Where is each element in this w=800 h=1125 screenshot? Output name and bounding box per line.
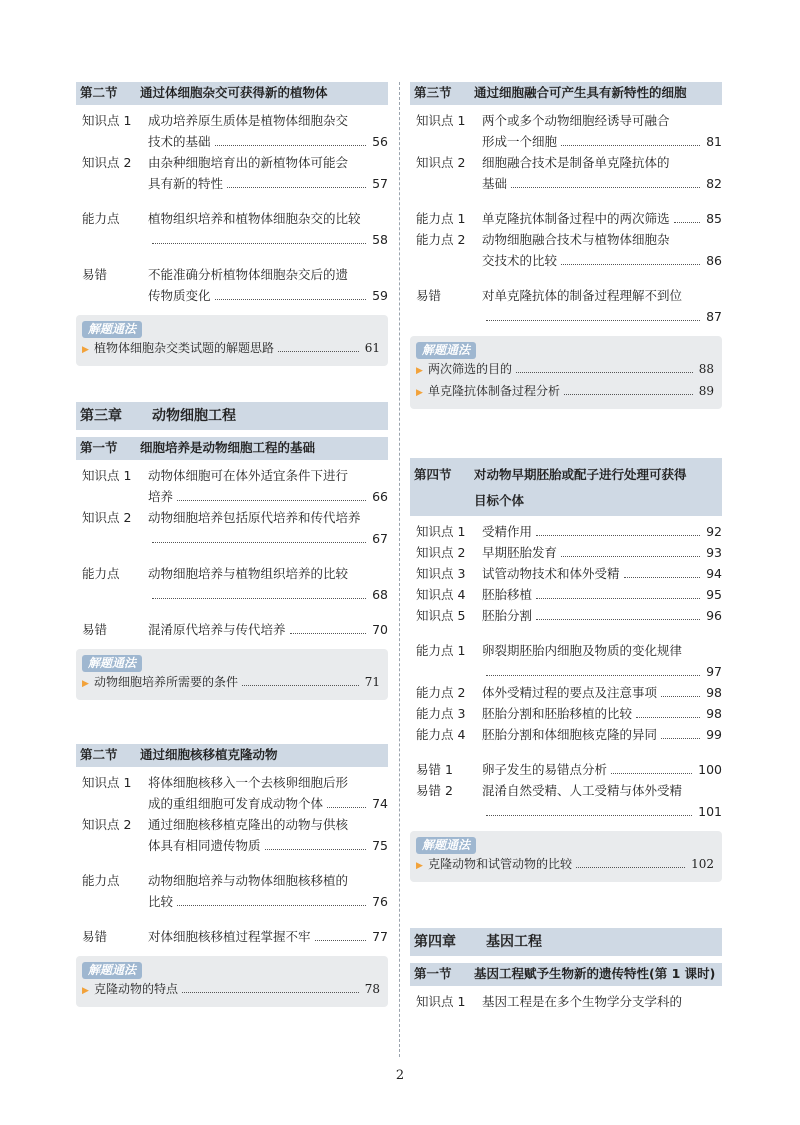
toc-entry[interactable] xyxy=(76,507,388,549)
entry-text: 动物体细胞可在体外适宜条件下进行 xyxy=(148,468,349,483)
toc-entry[interactable] xyxy=(410,152,722,194)
entry-text: 胚胎分割和胚胎移植的比较 xyxy=(482,706,633,721)
entry-page: 97 xyxy=(706,664,722,679)
entry-page: 57 xyxy=(372,176,388,191)
entry-page: 70 xyxy=(372,622,388,637)
toc-entry[interactable] xyxy=(410,542,722,563)
entry-label: 知识点 2 xyxy=(416,545,466,560)
entry-page: 95 xyxy=(706,587,722,602)
entry-page: 86 xyxy=(706,253,722,268)
column-divider xyxy=(399,82,400,1057)
entry-label: 知识点 2 xyxy=(82,155,132,170)
entry-label: 易错 xyxy=(82,267,108,282)
entry-text: 单克隆抗体制备过程中的两次筛选 xyxy=(482,211,670,226)
entry-page: 101 xyxy=(698,804,722,819)
entry-text: 卵子发生的易错点分析 xyxy=(482,762,608,777)
triangle-right-icon: ▶ xyxy=(82,345,89,355)
method-text: 两次筛选的目的 xyxy=(428,362,513,376)
entry-text: 形成一个细胞 xyxy=(482,134,558,149)
entry-page: 98 xyxy=(706,685,722,700)
method-item[interactable] xyxy=(416,854,714,876)
entry-page: 56 xyxy=(372,134,388,149)
entry-text: 交技术的比较 xyxy=(482,253,558,268)
dot-leader xyxy=(661,696,700,697)
entry-page: 66 xyxy=(372,489,388,504)
entry-text: 两个或多个动物细胞经诱导可融合 xyxy=(482,113,670,128)
dot-leader xyxy=(278,351,359,352)
dot-leader xyxy=(152,243,366,244)
method-item[interactable] xyxy=(416,359,714,381)
toc-left-column xyxy=(76,82,388,1007)
toc-entry[interactable] xyxy=(410,285,722,327)
page-number: 2 xyxy=(395,1068,405,1083)
dot-leader xyxy=(327,807,366,808)
toc-entry[interactable] xyxy=(76,619,388,640)
entry-label: 能力点 xyxy=(82,211,120,226)
entry-page: 94 xyxy=(706,566,722,581)
toc-entry[interactable] xyxy=(410,229,722,271)
entry-page: 76 xyxy=(372,894,388,909)
dot-leader xyxy=(215,299,367,300)
entry-text: 动物细胞培养与植物组织培养的比较 xyxy=(148,566,349,581)
toc-entry[interactable] xyxy=(410,682,722,703)
section-title: 通过细胞核移植克隆动物 xyxy=(140,747,278,762)
entry-text: 卵裂期胚胎内细胞及物质的变化规律 xyxy=(482,643,683,658)
dot-leader xyxy=(561,145,700,146)
entry-label: 知识点 1 xyxy=(82,113,132,128)
dot-leader xyxy=(242,685,359,686)
method-item[interactable] xyxy=(416,381,714,403)
entry-text: 混淆自然受精、人工受精与体外受精 xyxy=(482,783,683,798)
entry-page: 96 xyxy=(706,608,722,623)
method-page: 71 xyxy=(364,675,380,689)
section-entries xyxy=(410,105,722,327)
entry-page: 75 xyxy=(372,838,388,853)
section-head-2-2 xyxy=(76,82,388,105)
entry-text: 试管动物技术和体外受精 xyxy=(482,566,620,581)
entry-text: 成的重组细胞可发育成动物个体 xyxy=(148,796,324,811)
chapter-number: 第四章 xyxy=(414,934,456,950)
dot-leader xyxy=(661,738,700,739)
entry-label: 知识点 2 xyxy=(82,510,132,525)
method-text: 单克隆抗体制备过程分析 xyxy=(428,384,561,398)
entry-text: 具有新的特性 xyxy=(148,176,224,191)
entry-text: 技术的基础 xyxy=(148,134,211,149)
section-entries xyxy=(76,767,388,947)
triangle-right-icon: ▶ xyxy=(416,861,423,871)
dot-leader xyxy=(611,773,692,774)
dot-leader xyxy=(315,940,367,941)
chapter-title: 基因工程 xyxy=(486,934,542,950)
dot-leader xyxy=(265,849,367,850)
method-page: 89 xyxy=(698,384,714,398)
method-page: 61 xyxy=(364,341,380,355)
toc-entry[interactable] xyxy=(76,870,388,912)
method-text: 克隆动物和试管动物的比较 xyxy=(428,857,573,871)
triangle-right-icon: ▶ xyxy=(82,986,89,996)
entry-text: 基因工程是在多个生物学分支学科的 xyxy=(482,994,683,1009)
section-number: 第二节 xyxy=(80,747,118,762)
entry-text: 传物质变化 xyxy=(148,288,211,303)
section-head-3-3 xyxy=(410,82,722,105)
dot-leader xyxy=(486,675,700,676)
method-item[interactable] xyxy=(82,338,380,360)
dot-leader xyxy=(561,556,700,557)
section-head-3-1 xyxy=(76,437,388,460)
entry-text: 比较 xyxy=(148,894,174,909)
dot-leader xyxy=(636,717,700,718)
section-title: 目标个体 xyxy=(474,493,525,508)
method-tag: 解题通法 xyxy=(416,342,476,359)
dot-leader xyxy=(182,992,359,993)
dot-leader xyxy=(486,815,692,816)
toc-entry[interactable] xyxy=(410,521,722,542)
section-entries xyxy=(76,460,388,640)
entry-text: 动物细胞融合技术与植物体细胞杂 xyxy=(482,232,670,247)
section-title: 对动物早期胚胎或配子进行处理可获得 xyxy=(474,467,687,482)
entry-page: 81 xyxy=(706,134,722,149)
entry-text: 胚胎分割 xyxy=(482,608,533,623)
dot-leader xyxy=(674,222,701,223)
entry-label: 知识点 1 xyxy=(82,775,132,790)
section-number: 第一节 xyxy=(414,966,452,981)
dot-leader xyxy=(536,619,700,620)
entry-label: 知识点 3 xyxy=(416,566,466,581)
entry-page: 93 xyxy=(706,545,722,560)
dot-leader xyxy=(152,542,366,543)
method-page: 88 xyxy=(698,362,714,376)
dot-leader xyxy=(536,535,700,536)
entry-label: 知识点 2 xyxy=(416,155,466,170)
dot-leader xyxy=(516,372,693,373)
toc-entry[interactable] xyxy=(410,759,722,780)
toc-entry[interactable] xyxy=(76,152,388,194)
method-tag: 解题通法 xyxy=(82,321,142,338)
toc-entry[interactable] xyxy=(76,563,388,605)
entry-label: 能力点 3 xyxy=(416,706,466,721)
entry-label: 知识点 2 xyxy=(82,817,132,832)
toc-entry[interactable] xyxy=(410,640,722,682)
method-box xyxy=(76,315,388,366)
entry-text: 植物组织培养和植物体细胞杂交的比较 xyxy=(148,211,361,226)
entry-text: 培养 xyxy=(148,489,174,504)
method-item[interactable] xyxy=(82,979,380,1001)
dot-leader xyxy=(564,394,693,395)
toc-entry[interactable] xyxy=(410,724,722,745)
toc-entry[interactable] xyxy=(410,563,722,584)
chapter-number: 第三章 xyxy=(80,408,122,424)
dot-leader xyxy=(215,145,367,146)
section-head-3-4 xyxy=(410,458,722,516)
section-title: 通过细胞融合可产生具有新特性的细胞 xyxy=(474,85,687,100)
dot-leader xyxy=(177,905,366,906)
section-head-3-2 xyxy=(76,744,388,767)
entry-page: 85 xyxy=(706,211,722,226)
entry-text: 基础 xyxy=(482,176,508,191)
method-tag: 解题通法 xyxy=(416,837,476,854)
section-title: 细胞培养是动物细胞工程的基础 xyxy=(140,440,316,455)
entry-label: 能力点 2 xyxy=(416,232,466,247)
method-box xyxy=(76,956,388,1007)
dot-leader xyxy=(576,867,685,868)
method-tag: 解题通法 xyxy=(82,962,142,979)
entry-page: 68 xyxy=(372,587,388,602)
entry-text: 动物细胞培养包括原代培养和传代培养 xyxy=(148,510,361,525)
dot-leader xyxy=(486,320,700,321)
method-box xyxy=(410,336,722,409)
toc-entry[interactable] xyxy=(76,814,388,856)
method-page: 78 xyxy=(364,982,380,996)
entry-label: 知识点 1 xyxy=(416,113,466,128)
section-number: 第三节 xyxy=(414,85,452,100)
method-text: 克隆动物的特点 xyxy=(94,982,179,996)
triangle-right-icon: ▶ xyxy=(416,388,423,398)
entry-text: 由杂种细胞培育出的新植物体可能会 xyxy=(148,155,349,170)
entry-label: 易错 2 xyxy=(416,783,453,798)
toc-entry[interactable] xyxy=(76,208,388,250)
toc-entry[interactable] xyxy=(410,703,722,724)
entry-page: 58 xyxy=(372,232,388,247)
entry-text: 通过细胞核移植克隆出的动物与供核 xyxy=(148,817,349,832)
entry-text: 对单克隆抗体的制备过程理解不到位 xyxy=(482,288,683,303)
dot-leader xyxy=(561,264,700,265)
entry-label: 能力点 1 xyxy=(416,211,466,226)
entry-text: 成功培养原生质体是植物体细胞杂交 xyxy=(148,113,349,128)
entry-text: 体外受精过程的要点及注意事项 xyxy=(482,685,658,700)
method-text: 植物体细胞杂交类试题的解题思路 xyxy=(94,341,275,355)
entry-label: 能力点 2 xyxy=(416,685,466,700)
entry-label: 知识点 1 xyxy=(416,994,466,1009)
chapter-head-4 xyxy=(410,928,722,956)
section-entries xyxy=(410,516,722,822)
dot-leader xyxy=(177,500,366,501)
entry-page: 92 xyxy=(706,524,722,539)
entry-text: 体具有相同遗传物质 xyxy=(148,838,261,853)
toc-entry[interactable] xyxy=(76,110,388,152)
toc-entry[interactable] xyxy=(76,772,388,814)
entry-label: 易错 1 xyxy=(416,762,453,777)
toc-entry[interactable] xyxy=(410,208,722,229)
triangle-right-icon: ▶ xyxy=(82,679,89,689)
dot-leader xyxy=(624,577,701,578)
entry-label: 易错 xyxy=(82,622,108,637)
entry-page: 59 xyxy=(372,288,388,303)
dot-leader xyxy=(227,187,366,188)
entry-text: 细胞融合技术是制备单克隆抗体的 xyxy=(482,155,670,170)
section-title: 通过体细胞杂交可获得新的植物体 xyxy=(140,85,328,100)
entry-text: 动物细胞培养与动物体细胞核移植的 xyxy=(148,873,349,888)
entry-page: 100 xyxy=(698,762,722,777)
entry-page: 99 xyxy=(706,727,722,742)
method-box xyxy=(76,649,388,700)
section-title: 基因工程赋予生物新的遗传特性(第 1 课时) xyxy=(474,966,716,981)
toc-entry[interactable] xyxy=(76,465,388,507)
method-tag: 解题通法 xyxy=(82,655,142,672)
section-number: 第一节 xyxy=(80,440,118,455)
entry-text: 胚胎移植 xyxy=(482,587,533,602)
entry-page: 87 xyxy=(706,309,722,324)
entry-page: 74 xyxy=(372,796,388,811)
entry-page: 82 xyxy=(706,176,722,191)
entry-page: 77 xyxy=(372,929,388,944)
entry-text: 受精作用 xyxy=(482,524,533,539)
chapter-title: 动物细胞工程 xyxy=(152,408,236,424)
method-text: 动物细胞培养所需要的条件 xyxy=(94,675,239,689)
method-page: 102 xyxy=(691,857,714,871)
entry-text: 胚胎分割和体细胞核克隆的异同 xyxy=(482,727,658,742)
entry-text: 不能准确分析植物体细胞杂交后的遗 xyxy=(148,267,349,282)
section-entries xyxy=(410,986,722,1012)
entry-page: 67 xyxy=(372,531,388,546)
entry-text: 将体细胞核移入一个去核卵细胞后形 xyxy=(148,775,349,790)
entry-page: 98 xyxy=(706,706,722,721)
toc-entry[interactable] xyxy=(410,110,722,152)
toc-entry[interactable] xyxy=(410,991,722,1012)
entry-label: 能力点 xyxy=(82,873,120,888)
toc-entry[interactable] xyxy=(410,584,722,605)
method-box xyxy=(410,831,722,882)
entry-label: 知识点 1 xyxy=(416,524,466,539)
entry-label: 知识点 5 xyxy=(416,608,466,623)
entry-label: 知识点 4 xyxy=(416,587,466,602)
dot-leader xyxy=(536,598,700,599)
entry-label: 易错 xyxy=(82,929,108,944)
toc-entry[interactable] xyxy=(410,605,722,626)
entry-label: 能力点 4 xyxy=(416,727,466,742)
method-item[interactable] xyxy=(82,672,380,694)
entry-text: 混淆原代培养与传代培养 xyxy=(148,622,286,637)
dot-leader xyxy=(290,633,367,634)
dot-leader xyxy=(511,187,700,188)
triangle-right-icon: ▶ xyxy=(416,366,423,376)
entry-text: 早期胚胎发育 xyxy=(482,545,558,560)
section-entries xyxy=(76,105,388,306)
toc-entry[interactable] xyxy=(76,926,388,947)
entry-label: 易错 xyxy=(416,288,442,303)
entry-label: 能力点 1 xyxy=(416,643,466,658)
entry-label: 知识点 1 xyxy=(82,468,132,483)
entry-text: 对体细胞核移植过程掌握不牢 xyxy=(148,929,311,944)
toc-entry[interactable] xyxy=(76,264,388,306)
section-number: 第四节 xyxy=(414,467,452,482)
toc-right-column xyxy=(410,82,722,1012)
chapter-head-3 xyxy=(76,402,388,430)
section-head-4-1 xyxy=(410,963,722,986)
toc-entry[interactable] xyxy=(410,780,722,822)
dot-leader xyxy=(152,598,366,599)
section-number: 第二节 xyxy=(80,85,118,100)
entry-label: 能力点 xyxy=(82,566,120,581)
